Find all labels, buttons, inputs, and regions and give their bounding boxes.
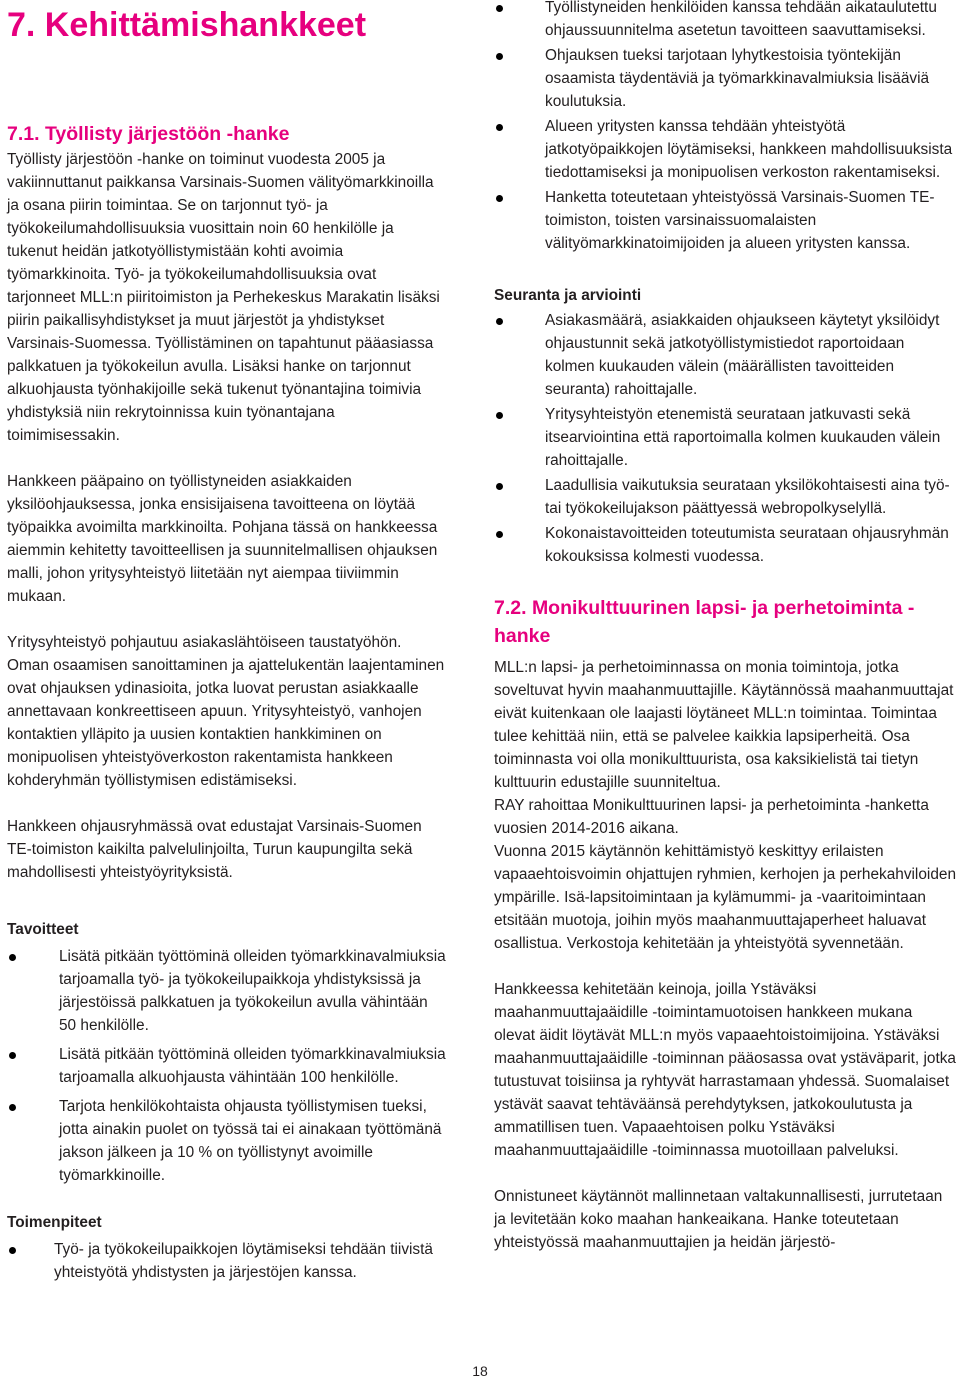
paragraph: Yritysyhteistyö pohjautuu asiakaslähtöiseen taustatyöhön. Oman osaamisen sanoittaminen ja ajattelukentän laajentaminen ovat ohjauksen ydinasioita, jotka luovat perustan asiakkaalle annettavaan konkreettiseen apuun. Yritysyhteistyö, vanhojen kontaktien ylläpito ja uusien kontaktien hankkiminen on monipuolisen yhteistyöverkoston rakentamista hankkeen kohderyhmän työllistymisen edistämiseksi. <box>7 634 445 789</box>
page-number: 18 <box>472 1363 488 1379</box>
bullet-icon <box>496 412 503 419</box>
bullet-icon <box>496 531 503 538</box>
bullet-icon <box>496 53 503 60</box>
list-item: Laadullisia vaikutuksia seurataan yksilökohtaisesti aina työ- tai työkokeilujakson päättyessä webropolkyselyllä. <box>494 474 957 520</box>
bullet-icon <box>496 124 503 131</box>
tavoitteet-list <box>7 945 447 1187</box>
paragraph: Hankkeen pääpaino on työllistyneiden asiakkaiden yksilöohjauksessa, jonka ensisijaisena tavoitteena on löytää työpaikka avoimilta markkinoilta. Pohjana tässä on hankkeessa aiemmin kehitetty tavoitteellisen ja suunnitelmallisen ohjauksen malli, johon yritysyhteistyö liitetään nyt aiempaa tiiviimmin mukaan. <box>7 473 438 605</box>
paragraph: Onnistuneet käytännöt mallinnetaan valtakunnallisesti, jurrutetaan ja levitetään koko maahan hankeaikana. Hanke toteutetaan yhteistyössä maahanmuuttajien ja heidän järjestö- <box>494 1188 943 1251</box>
list-item: Asiakasmäärä, asiakkaiden ohjaukseen käytetyt yksilöidyt ohjaustunnit sekä jatkotyöllistymistiedot raportoidaan kolmen kuukauden välein (määrällisten tavoitteiden seuranta) rahoittajalle. <box>494 309 957 401</box>
list-item: Lisätä pitkään työttöminä olleiden työmarkkinavalmiuksia tarjoamalla alkuohjausta vähintään 100 henkilölle. <box>7 1043 447 1089</box>
bullet-icon <box>496 483 503 490</box>
bullet-icon <box>9 954 16 961</box>
list-item: Ohjauksen tueksi tarjotaan lyhytkestoisia työntekijän osaamista täydentäviä ja työmarkkinavalmiuksia lisääviä koulutuksia. <box>494 44 957 113</box>
paragraph: RAY rahoittaa Monikulttuurinen lapsi- ja perhetoiminta -hanketta vuosien 2014-2016 aikana. <box>494 797 929 837</box>
section-heading-7-2: 7.2. Monikulttuurinen lapsi- ja perhetoiminta -hanke <box>494 597 915 647</box>
toimenpiteet-list <box>7 1238 447 1284</box>
subheading-toimenpiteet: Toimenpiteet <box>7 1214 102 1231</box>
list-item: Tarjota henkilökohtaista ohjausta työllistymisen tueksi, jotta ainakin puolet on työssä tai ei ainakaan työttömänä jakson jälkeen ja 10 % on työllistynyt avoimille työmarkkinoille. <box>7 1095 447 1187</box>
list-item: Työllistyneiden henkilöiden kanssa tehdään aikataulutettu ohjaussuunnitelma asetetun tavoitteen saavuttamiseksi. <box>494 0 957 42</box>
paragraph: Hankkeessa kehitetään keinoja, joilla Ystäväksi maahanmuuttajaäidille -toimintamuotoisen hankkeen mukana olevat äidit löytävät MLL:n myös vapaaehtoistoimijoina. Ystäväksi maahanmuuttajaäidille -toiminnan pääosassa ovat ystäväparit, jotka tutustuvat toisiinsa ja ryhtyvät harrastamaan yhdessä. Suomalaiset ystävät saavat tehtäväänsä perehdytyksen, jatkokoulutusta ja ammatillisen tuen. Vapaaehtoisen polku Ystäväksi maahanmuuttajaäidille -toiminnassa muotoillaan palveluksi. <box>494 981 956 1159</box>
list-item: Lisätä pitkään työttöminä olleiden työmarkkinavalmiuksia tarjoamalla työ- ja työkokeilupaikkoja yhdistyksissä ja järjestöissä palkkatuen ja työkokeilun avulla vähintään 50 henkilölle. <box>7 945 447 1037</box>
seuranta-list <box>494 309 957 568</box>
list-item: Kokonaistavoitteiden toteutumista seurataan ohjausryhmän kokouksissa kolmesti vuodessa. <box>494 522 957 568</box>
bullet-icon <box>9 1247 16 1254</box>
list-item: Alueen yritysten kanssa tehdään yhteistyötä jatkotyöpaikkojen löytämiseksi, hankkeen mahdollisuuksista tiedottamiseksi ja monipuolisen verkoston rakentamiseksi. <box>494 115 957 184</box>
paragraph: Vuonna 2015 käytännön kehittämistyö keskittyy erilaisten vapaaehtoisvoimin ohjattujen ryhmien, kerhojen ja perhekahviloiden ympärille. Isä-lapsitoimintaan ja kylämummi- ja -vaaritoimintaan etsitään muotoja, joihin myös maahanmuuttajaperheet haluavat osallistua. Verkostoja kehitetään ja yhteistyötä syvennetään. <box>494 843 957 952</box>
list-item: Työ- ja työkokeilupaikkojen löytämiseksi tehdään tiivistä yhteistyötä yhdistysten ja järjestöjen kanssa. <box>7 1238 447 1284</box>
list-item: Yritysyhteistyön etenemistä seurataan jatkuvasti sekä itsearviointina että raportoimalla kolmen kuukauden välein rahoittajalle. <box>494 403 957 472</box>
page-title: 7. Kehittämishankkeet <box>7 6 367 44</box>
bullet-icon <box>9 1052 16 1059</box>
subheading-seuranta: Seuranta ja arviointi <box>494 287 642 304</box>
section-heading-7-1: 7.1. Työllisty järjestöön -hanke <box>7 123 290 145</box>
bullet-icon <box>9 1104 16 1111</box>
list-item: Hanketta toteutetaan yhteistyössä Varsinais-Suomen TE-toimiston, toisten varsinaissuomalaisten välityömarkkinatoimijoiden ja alueen yritysten kanssa. <box>494 186 957 255</box>
bullet-icon <box>496 318 503 325</box>
subheading-tavoitteet: Tavoitteet <box>7 921 79 938</box>
paragraph: Hankkeen ohjausryhmässä ovat edustajat Varsinais-Suomen TE-toimiston kaikilta palvelulinjoilta, Turun kaupungilta sekä mahdollisesti yhteistyöyrityksistä. <box>7 818 422 881</box>
bullet-icon <box>496 5 503 12</box>
bullet-icon <box>496 195 503 202</box>
toimenpiteet-list-continued <box>494 0 957 255</box>
paragraph: Työllisty järjestöön -hanke on toiminut vuodesta 2005 ja vakiinnuttanut paikkansa Varsinais-Suomen välityömarkkinoilla ja osana piirin toimintaa. Se on tarjonnut työ- ja työkokeilumahdollisuuksia vuosittain noin 60 henkilölle ja tukenut heidän jatkotyöllistymistään kohti avoimia työmarkkinoita. Työ- ja työkokeilumahdollisuuksia ovat tarjonneet MLL:n piiritoimiston ja Perhekeskus Marakatin lisäksi piirin paikallisyhdistykset ja muut järjestöt ja yhdistykset Varsinais-Suomessa. Työllistäminen on tapahtunut pääasiassa palkkatuen ja työkokeilun avulla. Lisäksi hanke on tarjonnut alkuohjausta työnhakijoille sekä tukenut työnantajina toimivia yhdistyksiä niin rekrytoinnissa kuin työnantajana toimimisessakin. <box>7 151 440 444</box>
paragraph: MLL:n lapsi- ja perhetoiminnassa on monia toimintoja, jotka soveltuvat hyvin maahanmuuttajille. Käytännössä maahanmuuttajat eivät kuitenkaan ole laajasti löytäneet MLL:n toimintaa. Toimintaa tulee kehittää niin, että se palvelee kaikkia lapsiperheitä. Osa toiminnasta voi olla monikulttuurista, osa kaksikielistä tai tietyn kulttuurin edustajille suunniteltua. <box>494 659 954 791</box>
